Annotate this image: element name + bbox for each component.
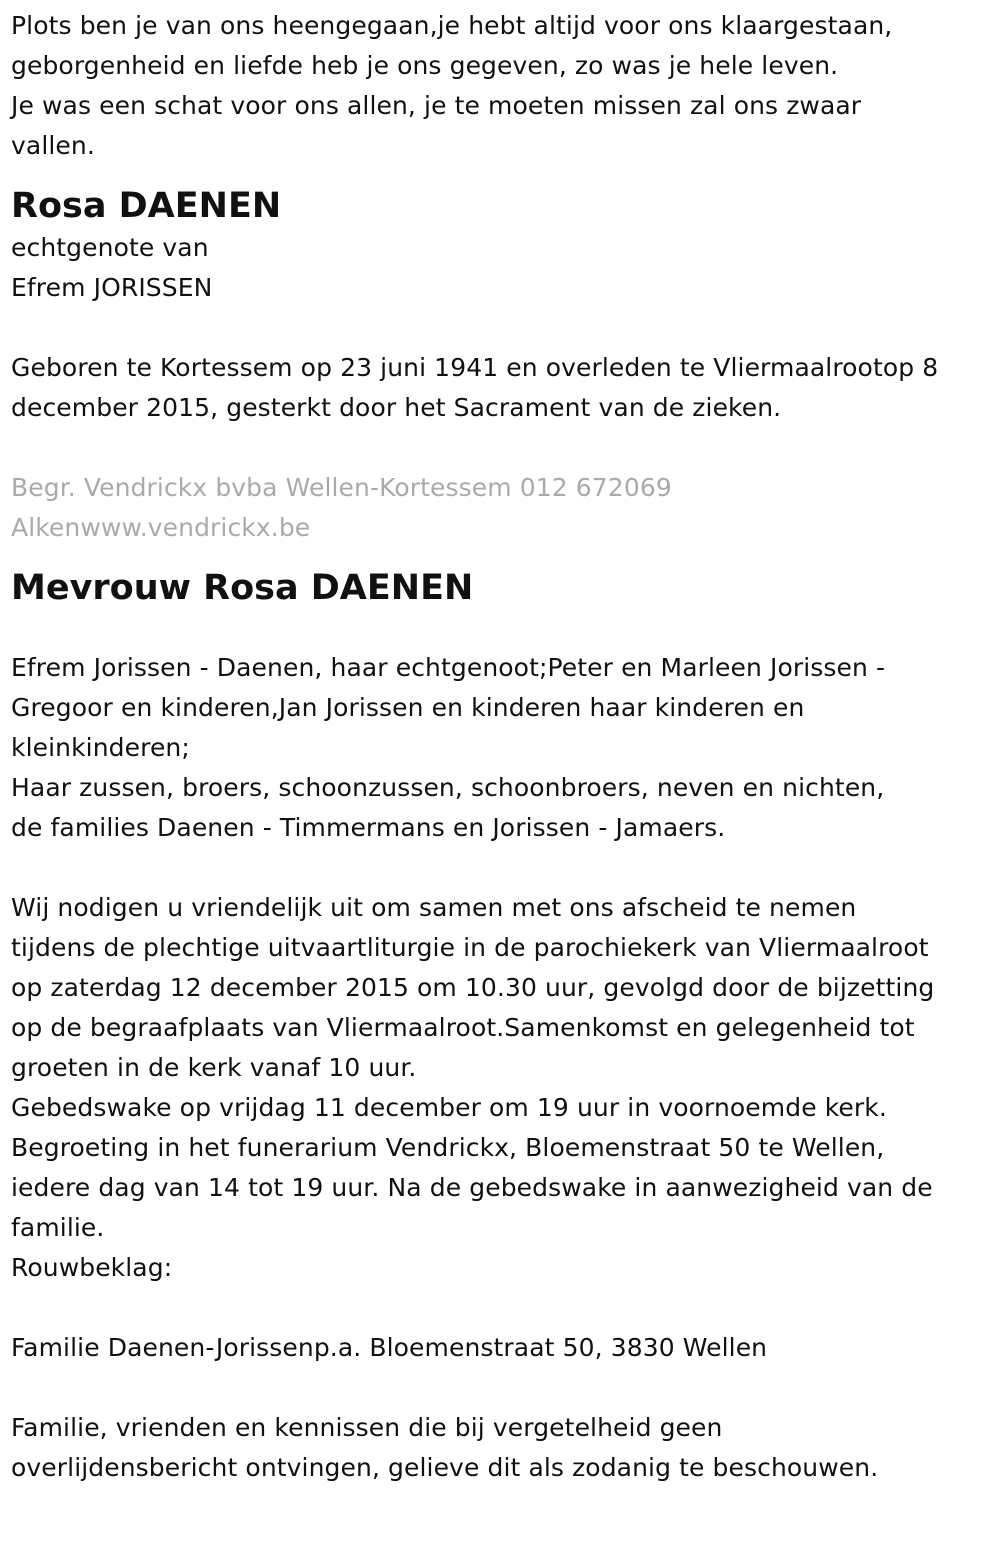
deceased-name: Rosa DAENEN: [11, 186, 282, 226]
poem-line: Je was een schat voor ons allen, je te moeten missen zal ons zwaar: [11, 91, 862, 120]
relation-line: echtgenote van: [11, 233, 209, 262]
closing-line: Familie, vrienden en kennissen die bij vergetelheid geen: [11, 1413, 723, 1442]
undertaker-info: [11, 468, 990, 548]
family-line: de families Daenen - Timmermans en Jorissen - Jamaers.: [11, 813, 726, 842]
invitation-line: tijdens de plechtige uitvaartliturgie in de parochiekerk van Vliermaalroot: [11, 933, 929, 962]
undertaker-line: Alkenwww.vendrickx.be: [11, 513, 311, 542]
poem-line: Plots ben je van ons heengegaan,je hebt altijd voor ons klaargestaan,: [11, 11, 893, 40]
address-line: Familie Daenen-Jorissenp.a. Bloemenstraat 50, 3830 Wellen: [11, 1333, 768, 1362]
family-line: Efrem Jorissen - Daenen, haar echtgenoot;Peter en Marleen Jorissen -: [11, 653, 886, 682]
family-line: Gregoor en kinderen,Jan Jorissen en kinderen haar kinderen en: [11, 693, 805, 722]
closing-line: overlijdensbericht ontvingen, gelieve dit als zodanig te beschouwen.: [11, 1453, 879, 1482]
invitation-line: op de begraafplaats van Vliermaalroot.Samenkomst en gelegenheid tot: [11, 1013, 915, 1042]
invitation-line: iedere dag van 14 tot 19 uur. Na de gebedswake in aanwezigheid van de: [11, 1173, 933, 1202]
birth-death-line: Geboren te Kortessem op 23 juni 1941 en overleden te Vliermaalrootop 8: [11, 353, 939, 382]
family-list: [11, 648, 990, 848]
birth-death-line: december 2015, gesterkt door het Sacrament van de zieken.: [11, 393, 782, 422]
invitation-line: Rouwbeklag:: [11, 1253, 173, 1282]
announcement-title: Mevrouw Rosa DAENEN: [11, 568, 474, 608]
family-line: kleinkinderen;: [11, 733, 190, 762]
birth-death-info: [11, 348, 990, 428]
invitation: [11, 888, 990, 1288]
undertaker-line: Begr. Vendrickx bvba Wellen-Kortessem 012 672069: [11, 473, 672, 502]
poem: [11, 6, 990, 166]
address: [11, 1328, 990, 1368]
invitation-line: Begroeting in het funerarium Vendrickx, Bloemenstraat 50 te Wellen,: [11, 1133, 885, 1162]
invitation-line: op zaterdag 12 december 2015 om 10.30 uur, gevolgd door de bijzetting: [11, 973, 935, 1002]
invitation-line: Wij nodigen u vriendelijk uit om samen met ons afscheid te nemen: [11, 893, 857, 922]
family-line: Haar zussen, broers, schoonzussen, schoonbroers, neven en nichten,: [11, 773, 885, 802]
invitation-line: Gebedswake op vrijdag 11 december om 19 uur in voornoemde kerk.: [11, 1093, 887, 1122]
invitation-line: familie.: [11, 1213, 105, 1242]
relation: [11, 228, 990, 308]
poem-line: vallen.: [11, 131, 95, 160]
poem-line: geborgenheid en liefde heb je ons gegeven, zo was je hele leven.: [11, 51, 839, 80]
invitation-line: groeten in de kerk vanaf 10 uur.: [11, 1053, 417, 1082]
relation-line: Efrem JORISSEN: [11, 273, 213, 302]
closing-note: [11, 1408, 990, 1488]
